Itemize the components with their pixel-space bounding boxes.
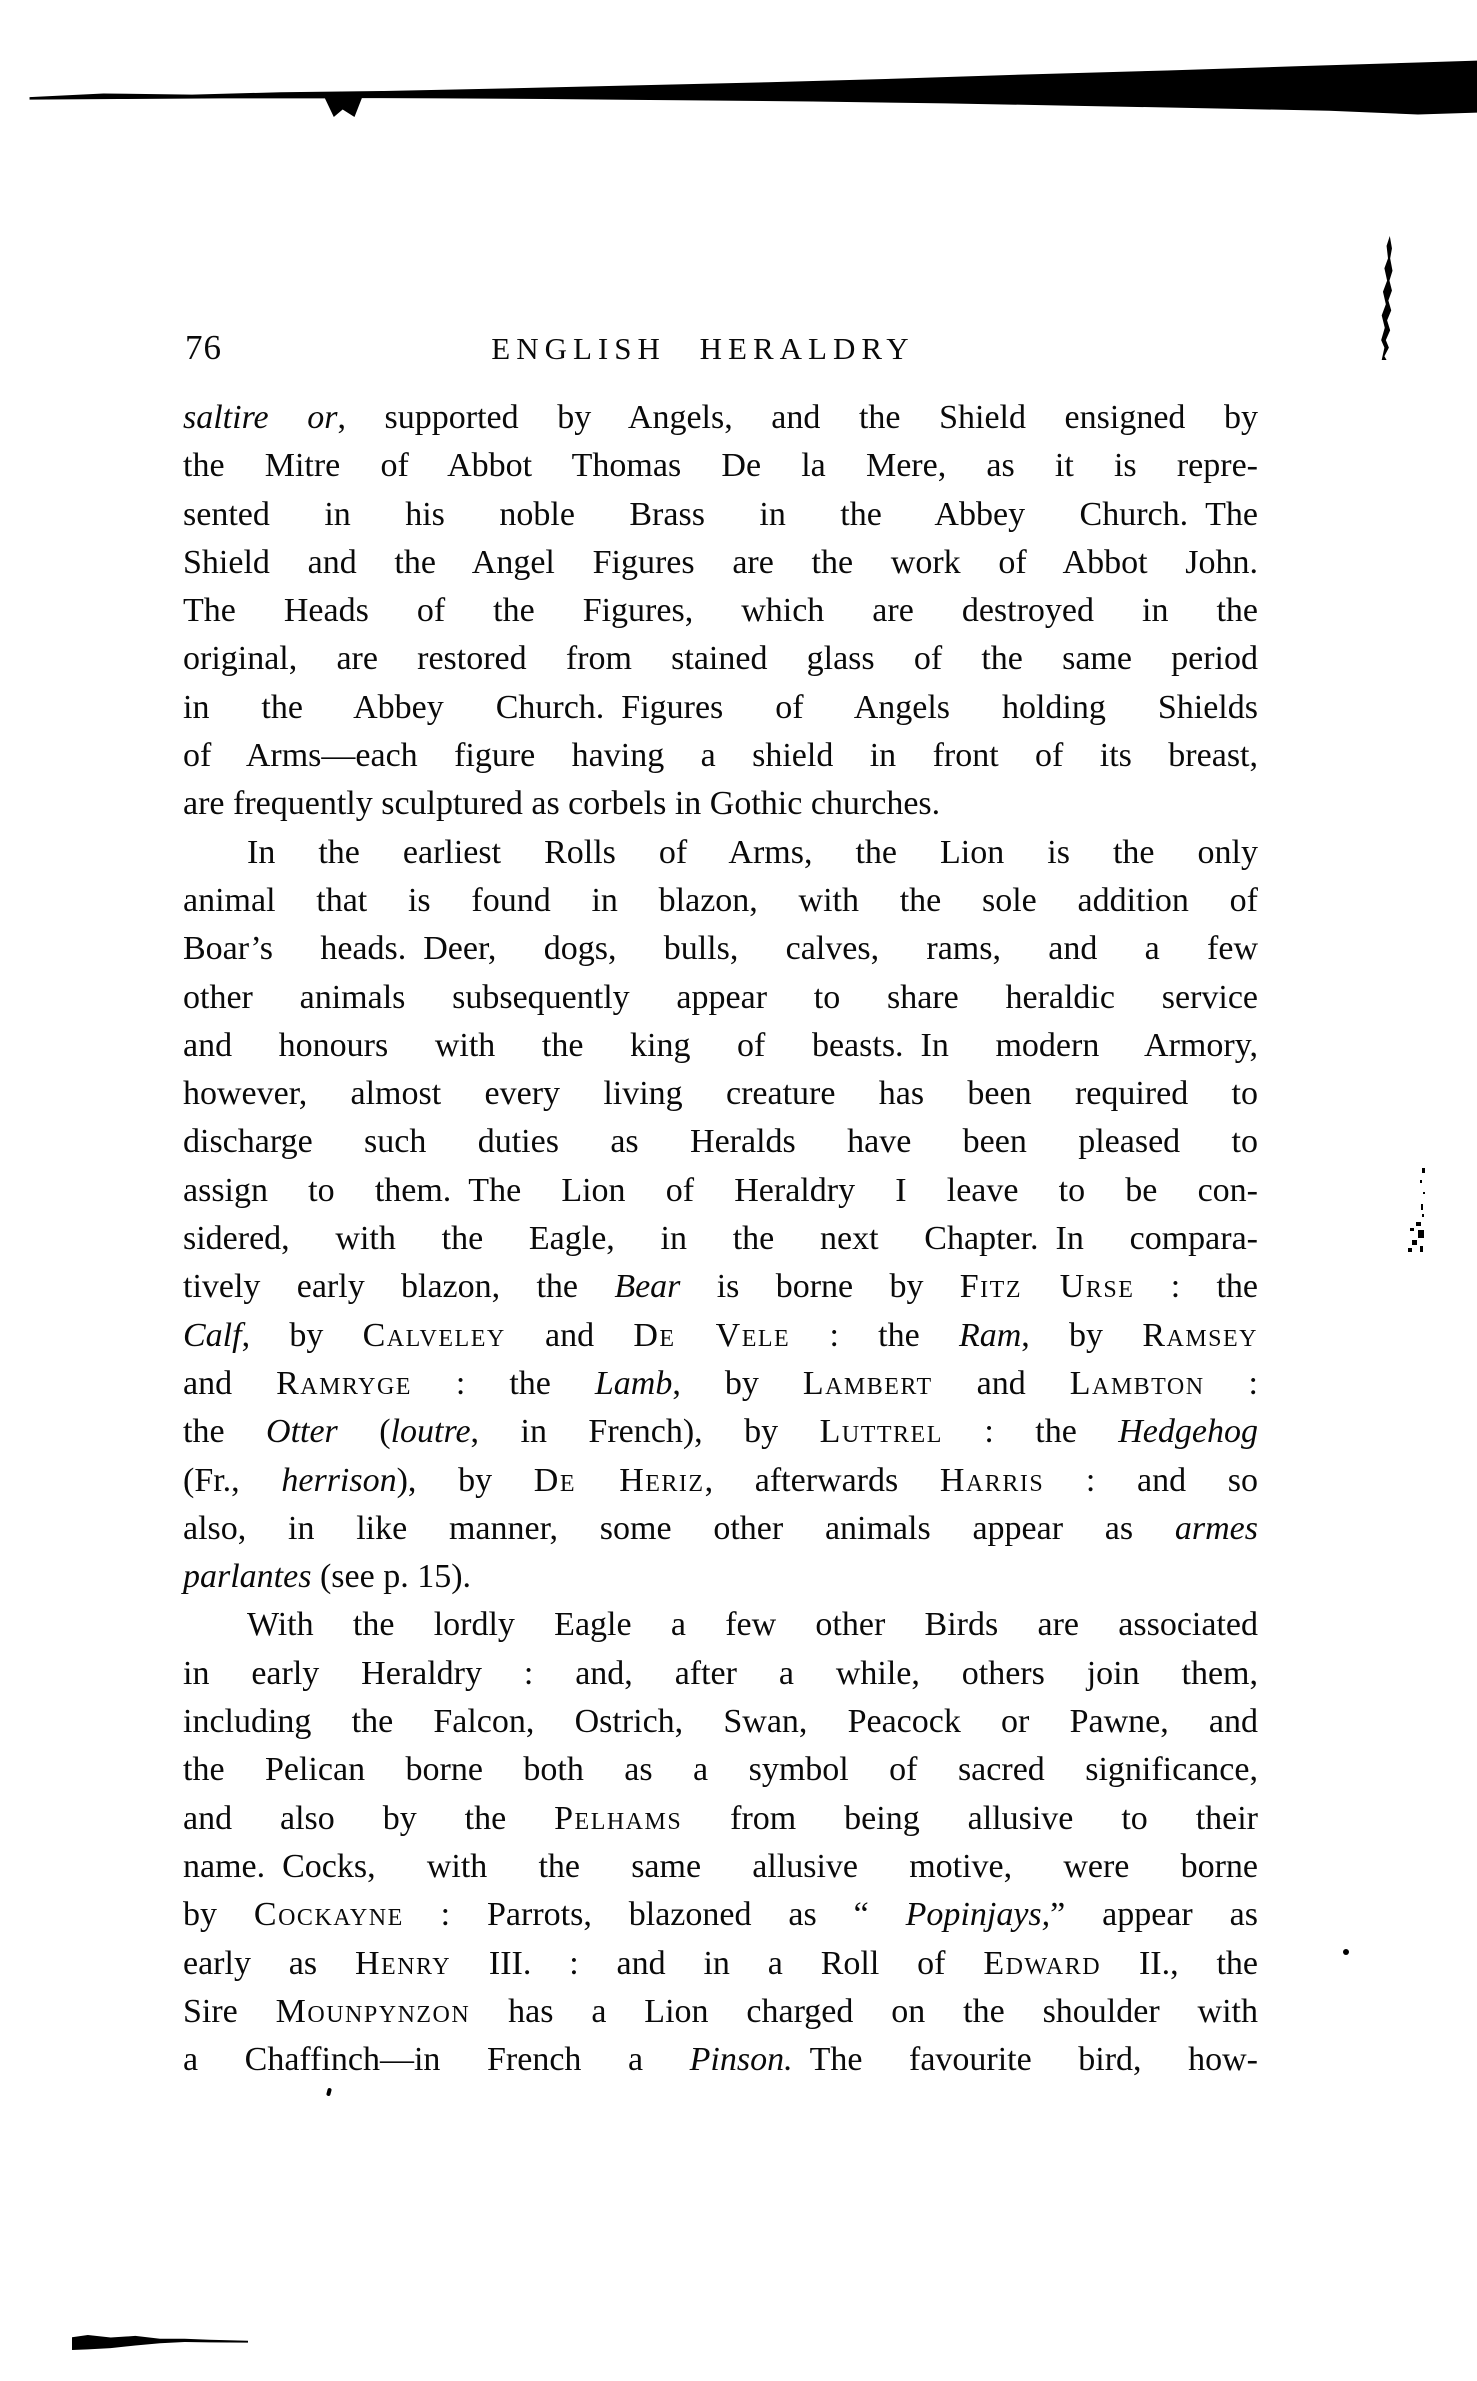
scan-artifact-bottom-rule [72, 2334, 248, 2350]
scan-artifact-ink-specks [1405, 1162, 1435, 1262]
running-title: ENGLISH HERALDRY [491, 331, 915, 366]
text-line: including the Falcon, Ostrich, Swan, Peacock or Pawne, and [183, 1703, 1258, 1741]
text-line: the Mitre of Abbot Thomas De la Mere, as it is repre- [183, 447, 1258, 485]
text-line: the Pelican borne both as a symbol of sacred significance, [183, 1751, 1258, 1789]
text-line: sidered, with the Eagle, in the next Chapter. In compara- [183, 1220, 1258, 1258]
text-line: in early Heraldry : and, after a while, others join them, [183, 1654, 1258, 1692]
scan-artifact-feather-mark [1379, 236, 1397, 360]
scan-artifact-dot-bottom-left [326, 2088, 332, 2097]
text-line: and also by the Pelhams from being allusive to their [183, 1799, 1258, 1837]
text-line: Sire Mounpynzon has a Lion charged on the shoulder with [183, 1992, 1258, 2030]
text-line: animal that is found in blazon, with the sole addition of [183, 881, 1258, 919]
text-line: of Arms—each figure having a shield in front of its breast, [183, 737, 1258, 775]
text-line: also, in like manner, some other animals appear as armes [183, 1509, 1258, 1547]
text-line: With the lordly Eagle a few other Birds are associated [247, 1606, 1258, 1644]
text-line: and Ramryge : the Lamb, by Lambert and Lambton : [183, 1364, 1258, 1402]
text-line: Calf, by Calveley and De Vele : the Ram, by Ramsey [183, 1316, 1259, 1354]
text-line: early as Henry III. : and in a Roll of Edward II., the [183, 1944, 1258, 1982]
text-line: In the earliest Rolls of Arms, the Lion is the only [247, 833, 1258, 871]
text-line: sented in his noble Brass in the Abbey Church. The [183, 495, 1258, 533]
text-line: and honours with the king of beasts. In modern Armory, [183, 1026, 1258, 1064]
text-line: original, are restored from stained glass of the same period [183, 640, 1258, 678]
text-line: discharge such duties as Heralds have been pleased to [183, 1123, 1258, 1161]
text-line: name. Cocks, with the same allusive motive, were borne [183, 1847, 1258, 1885]
text-line: Boar’s heads. Deer, dogs, bulls, calves, rams, and a few [183, 930, 1258, 968]
text-line: Shield and the Angel Figures are the work of Abbot John. [183, 543, 1258, 581]
text-line: are frequently sculptured as corbels in Gothic churches. [183, 785, 941, 823]
text-line: The Heads of the Figures, which are destroyed in the [183, 592, 1258, 630]
text-line: (Fr., herrison), by De Heriz, afterwards Harris : and so [183, 1461, 1258, 1499]
text-line: by Cockayne : Parrots, blazoned as “ Popinjays,” appear as [183, 1896, 1258, 1934]
text-line: the Otter (loutre, in French), by Luttrel : the Hedgehog [183, 1413, 1258, 1451]
text-line: tively early blazon, the Bear is borne by Fitz Urse : the [183, 1268, 1258, 1306]
text-line: saltire or, supported by Angels, and the Shield ensigned by [183, 399, 1258, 436]
text-line: assign to them. The Lion of Heraldry I leave to be con- [183, 1171, 1258, 1209]
text-line: a Chaffinch—in French a Pinson. The favourite bird, how- [183, 2041, 1258, 2079]
text-line: parlantes (see p. 15). [183, 1558, 472, 1596]
text-line: in the Abbey Church. Figures of Angels holding Shields [183, 688, 1258, 726]
page-number: 76 [185, 328, 222, 367]
scan-artifact-top-smudge [0, 55, 1477, 117]
body-text [183, 394, 1258, 2084]
text-line: other animals subsequently appear to share heraldic service [183, 978, 1258, 1016]
text-line: however, almost every living creature has been required to [183, 1075, 1258, 1113]
scan-artifact-dot-right [1343, 1949, 1349, 1955]
